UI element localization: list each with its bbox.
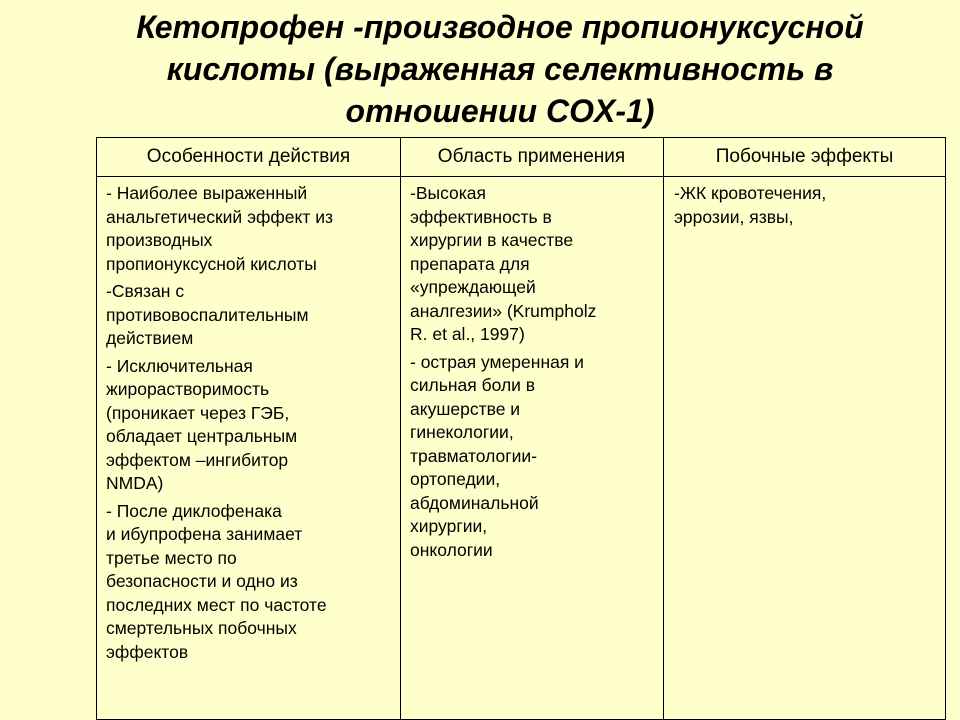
list-item-line: -Высокая bbox=[410, 183, 487, 203]
header-divider bbox=[97, 176, 945, 177]
list-item-line: - Исключительная bbox=[106, 355, 253, 376]
title-line-3: отношении COX-1) bbox=[345, 93, 655, 129]
cell-application bbox=[410, 182, 660, 566]
list-item-line: обладает центральным bbox=[106, 426, 298, 446]
list-item-line: -Связан с bbox=[106, 281, 185, 301]
list-item-line: действием bbox=[106, 328, 194, 348]
column-divider bbox=[663, 138, 664, 719]
list-item bbox=[410, 351, 660, 563]
list-item-line: смертельных побочных bbox=[106, 618, 297, 638]
list-item-line: (проникает через ГЭБ, bbox=[106, 402, 290, 423]
list-item-line: травматологии- bbox=[410, 445, 538, 466]
list-item-line: последних мест по частоте bbox=[106, 594, 327, 615]
list-item-line: «упреждающей bbox=[410, 277, 536, 297]
header-side-effects: Побочные эффекты bbox=[715, 146, 894, 167]
list-item-line: третье место по bbox=[106, 547, 237, 568]
list-item-line: эффективность в bbox=[410, 206, 552, 227]
list-item bbox=[106, 500, 396, 665]
header-application: Область применения bbox=[437, 146, 626, 167]
comparison-table bbox=[96, 137, 946, 720]
list-item-line: анальгетический эффект из bbox=[106, 206, 334, 227]
list-item-line: хирургии в качестве bbox=[410, 230, 574, 250]
list-item bbox=[410, 182, 660, 347]
list-item-line: NMDA) bbox=[106, 473, 164, 493]
list-item-line: хирургии, bbox=[410, 516, 488, 536]
list-item-line: эффектов bbox=[106, 641, 189, 662]
column-divider bbox=[400, 138, 401, 719]
list-item-line: гинекологии, bbox=[410, 422, 514, 442]
title-line-2: кислоты (выраженная селективность в bbox=[166, 51, 834, 87]
list-item-line: эффектом –ингибитор bbox=[106, 449, 289, 470]
list-item-line: производных bbox=[106, 230, 213, 250]
list-item-line: препарата для bbox=[410, 253, 530, 274]
list-item-line: акушерстве и bbox=[410, 398, 521, 419]
list-item-line: противовоспалительным bbox=[106, 304, 309, 325]
list-item-line: - Наиболее выраженный bbox=[106, 183, 308, 203]
list-item-line: ортопедии, bbox=[410, 469, 501, 489]
list-item bbox=[106, 355, 396, 496]
list-item bbox=[106, 280, 396, 351]
list-item-line: безопасности и одно из bbox=[106, 571, 298, 591]
list-item bbox=[106, 182, 396, 276]
cell-features bbox=[106, 182, 396, 668]
list-item-line: пропионуксусной кислоты bbox=[106, 253, 317, 274]
list-item-line: -ЖК кровотечения, bbox=[674, 183, 827, 203]
list-item bbox=[674, 182, 939, 229]
title-line-1: Кетопрофен -производное пропионуксусной bbox=[136, 9, 864, 45]
list-item-line: - После диклофенака bbox=[106, 500, 282, 521]
list-item-line: - острая умеренная и bbox=[410, 351, 584, 372]
list-item-line: сильная боли в bbox=[410, 375, 536, 395]
list-item-line: и ибупрофена занимает bbox=[106, 524, 303, 544]
slide-title bbox=[60, 6, 940, 132]
list-item-line: абдоминальной bbox=[410, 492, 539, 513]
header-features: Особенности действия bbox=[146, 146, 351, 167]
list-item-line: онкологии bbox=[410, 539, 493, 560]
list-item-line: аналгезии» (Krumpholz bbox=[410, 300, 597, 321]
list-item-line: жирорастворимость bbox=[106, 379, 270, 399]
list-item-line: R. et al., 1997) bbox=[410, 324, 525, 344]
list-item-line: эррозии, язвы, bbox=[674, 206, 794, 227]
cell-side-effects bbox=[674, 182, 939, 233]
